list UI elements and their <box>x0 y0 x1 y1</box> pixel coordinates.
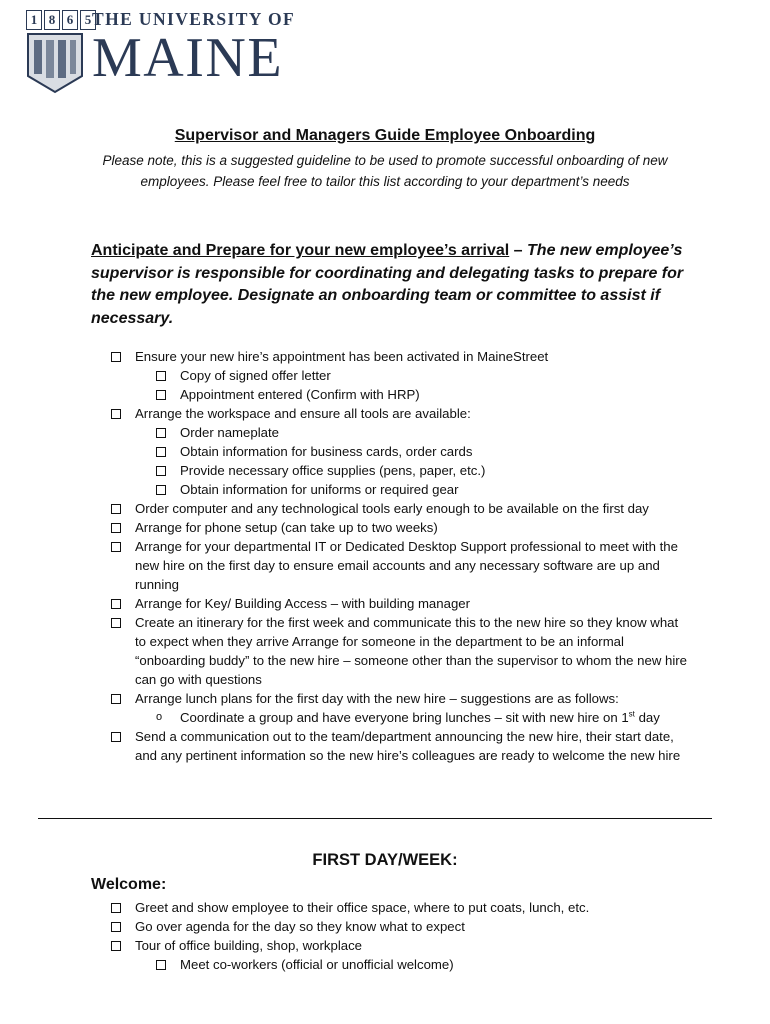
lunch-suggestion-text-end: day <box>634 710 660 725</box>
checklist-item-text: Arrange for Key/ Building Access – with building manager <box>135 596 470 611</box>
logo-university-text: THE UNIVERSITY OF <box>92 9 296 29</box>
section-heading-prepare-italic: The new employee’s supervisor is responsible for coordinating and delegating tasks to prepare for the new employee. Designate an onboarding team or committee to assist if necessary. <box>91 242 684 327</box>
checklist-item <box>110 689 690 708</box>
checklist-item-text: Provide necessary office supplies (pens, paper, etc.) <box>180 463 486 478</box>
checkbox-icon[interactable] <box>111 732 121 742</box>
section-heading-dash: – <box>509 242 528 259</box>
intro-note: Please note, this is a suggested guideline to be used to promote successful onboarding of new employees. Please feel free to tailor this list according to your department’s needs <box>102 153 668 189</box>
checklist-item-text: Appointment entered (Confirm with HRP) <box>180 387 420 402</box>
checkbox-icon[interactable] <box>111 903 121 913</box>
checklist-item <box>110 537 690 594</box>
checklist-item-text: Ensure your new hire’s appointment has been activated in MaineStreet <box>135 349 549 364</box>
first-day-heading: FIRST DAY/WEEK: <box>312 851 458 869</box>
checklist-item <box>110 936 690 955</box>
checklist-item <box>110 518 690 537</box>
welcome-checklist <box>110 898 690 974</box>
checkbox-icon[interactable] <box>156 390 166 400</box>
checklist-item-text: Arrange the workspace and ensure all tools are available: <box>135 406 471 421</box>
checklist-item-text: Arrange for phone setup (can take up to two weeks) <box>135 520 438 535</box>
checklist-item-text: Arrange for your departmental IT or Dedicated Desktop Support professional to meet with the new hire on the first day to ensure email accounts and any necessary software are up and running <box>135 539 678 592</box>
checklist-item-text: Greet and show employee to their office space, where to put coats, lunch, etc. <box>135 900 590 915</box>
welcome-heading: Welcome: <box>91 876 167 893</box>
checklist-item <box>110 347 690 366</box>
checklist-subitem <box>155 442 690 461</box>
checklist-item <box>110 594 690 613</box>
bullet-icon: o <box>156 711 163 723</box>
checkbox-icon[interactable] <box>111 409 121 419</box>
logo-year <box>26 10 96 30</box>
checklist-subitem <box>155 423 690 442</box>
checkbox-icon[interactable] <box>156 466 166 476</box>
logo-year-digit: 1 <box>26 10 42 30</box>
lunch-suggestion-text: Coordinate a group and have everyone bring lunches – sit with new hire on 1 <box>180 710 629 725</box>
checkbox-icon[interactable] <box>156 960 166 970</box>
checklist-item <box>110 898 690 917</box>
checklist-subitem <box>155 480 690 499</box>
checklist-item-text: Copy of signed offer letter <box>180 368 331 383</box>
checklist-subitem <box>155 366 690 385</box>
checklist-subitem <box>155 955 690 974</box>
logo-year-digit: 5 <box>80 10 96 30</box>
checklist-item <box>110 727 690 765</box>
logo-year-digit: 6 <box>62 10 78 30</box>
checklist-item <box>110 404 690 423</box>
checkbox-icon[interactable] <box>111 352 121 362</box>
university-logo <box>26 10 306 98</box>
checkbox-icon[interactable] <box>111 922 121 932</box>
document-title: Supervisor and Managers Guide Employee Onboarding <box>174 127 596 144</box>
shield-icon <box>26 32 84 94</box>
checkbox-icon[interactable] <box>156 447 166 457</box>
section-heading-prepare-underlined: Anticipate and Prepare for your new employee’s arrival <box>91 242 510 259</box>
checkbox-icon[interactable] <box>111 504 121 514</box>
checklist-item-text: Send a communication out to the team/department announcing the new hire, their start date, and any pertinent information so the new hire’s colleagues are ready to welcome the new hire <box>135 729 681 763</box>
checklist-item-text: Meet co-workers (official or unofficial welcome) <box>180 957 454 972</box>
checkbox-icon[interactable] <box>156 371 166 381</box>
checklist-item-text: Arrange lunch plans for the first day with the new hire – suggestions are as follows: <box>135 691 619 706</box>
checkbox-icon[interactable] <box>111 523 121 533</box>
checklist-item-text: Order nameplate <box>180 425 279 440</box>
prepare-checklist <box>110 347 690 765</box>
lunch-suggestion-item <box>155 708 690 727</box>
checklist-item-text: Order computer and any technological tools early enough to be available on the first day <box>135 501 649 516</box>
checklist-item-text: Obtain information for uniforms or required gear <box>180 482 459 497</box>
section-heading-prepare <box>91 240 701 330</box>
checklist-subitem <box>155 461 690 480</box>
checklist-item <box>110 499 690 518</box>
checkbox-icon[interactable] <box>111 941 121 951</box>
checklist-item-text: Obtain information for business cards, order cards <box>180 444 473 459</box>
logo-maine-text: MAINE <box>92 27 284 89</box>
checkbox-icon[interactable] <box>111 694 121 704</box>
checkbox-icon[interactable] <box>156 428 166 438</box>
checkbox-icon[interactable] <box>111 618 121 628</box>
checklist-item-text: Create an itinerary for the first week and communicate this to the new hire so they know what to expect when they arrive Arrange for someone in the department to be an informal “onboarding buddy” to the new hire – someone other than the supervisor to whom the new hire can go with questions <box>135 615 688 687</box>
checklist-item <box>110 917 690 936</box>
checklist-item <box>110 613 690 689</box>
checklist-subitem <box>155 385 690 404</box>
checkbox-icon[interactable] <box>111 599 121 609</box>
ordinal-suffix: st <box>628 709 635 719</box>
checklist-item-text: Tour of office building, shop, workplace <box>135 938 363 953</box>
section-divider <box>38 818 712 819</box>
checklist-item-text: Go over agenda for the day so they know what to expect <box>135 919 465 934</box>
logo-year-digit: 8 <box>44 10 60 30</box>
checkbox-icon[interactable] <box>156 485 166 495</box>
checkbox-icon[interactable] <box>111 542 121 552</box>
